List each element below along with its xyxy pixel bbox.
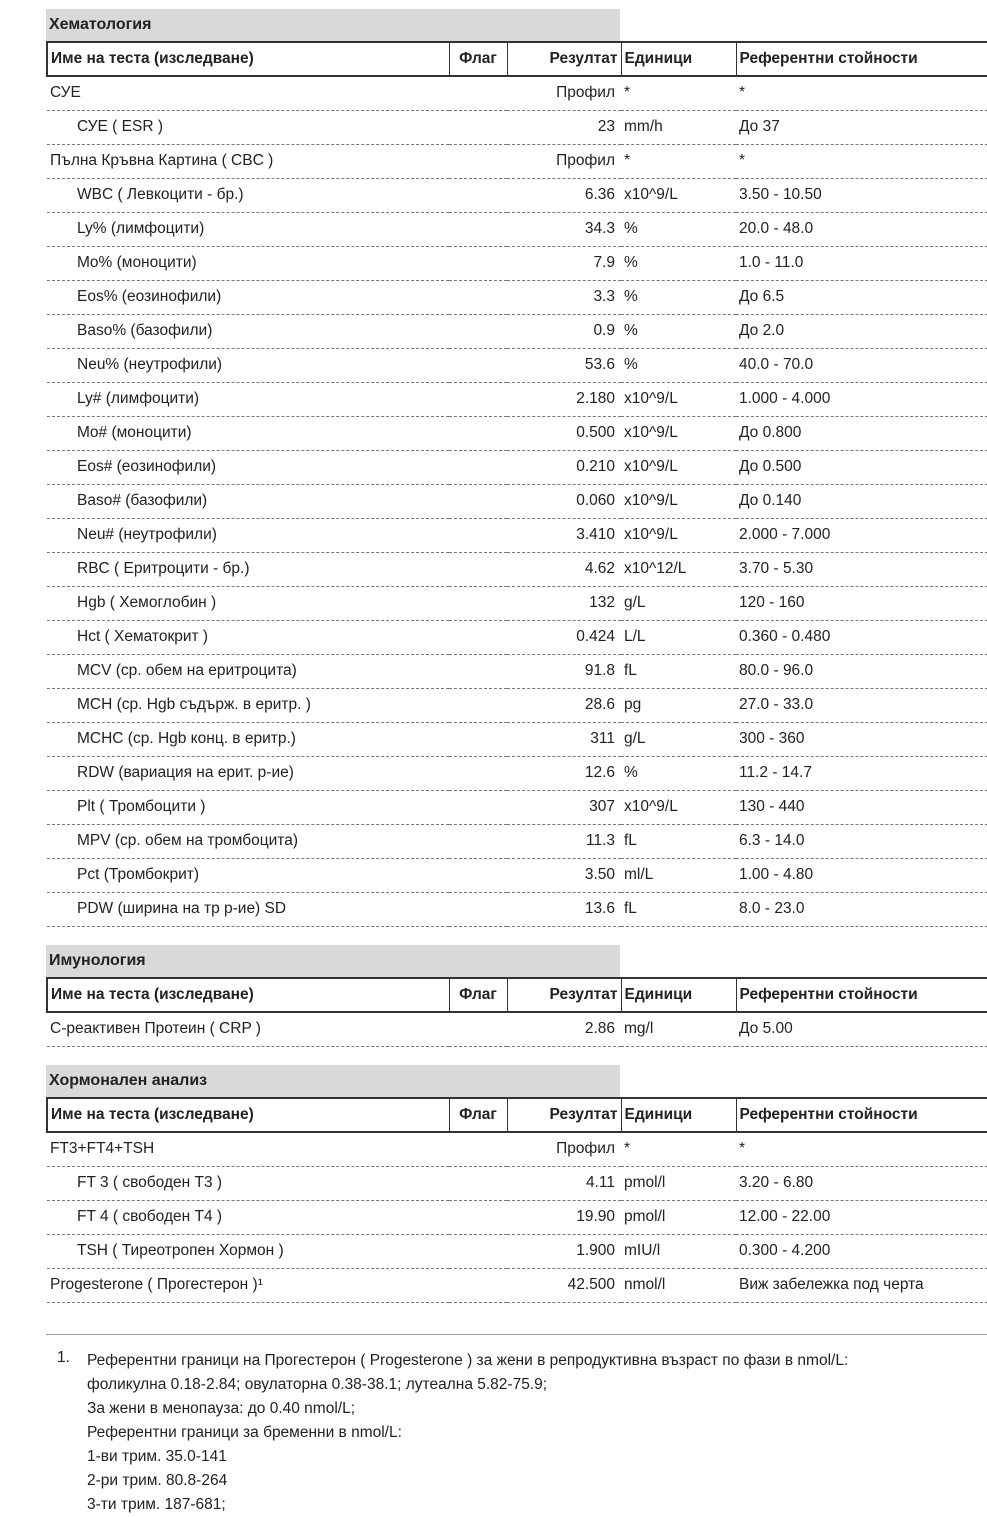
- reference-cell: 3.50 - 10.50: [736, 178, 987, 212]
- units-cell: g/L: [621, 722, 736, 756]
- reference-cell: 12.00 - 22.00: [736, 1200, 987, 1234]
- flag-cell: [449, 892, 507, 926]
- result-cell: 23: [507, 110, 621, 144]
- reference-cell: 20.0 - 48.0: [736, 212, 987, 246]
- result-cell: 42.500: [507, 1268, 621, 1302]
- table-row: [47, 654, 987, 688]
- header-units: Единици: [621, 978, 736, 1012]
- reference-cell: *: [736, 144, 987, 178]
- test-name: TSH ( Тиреотропен Хормон ): [47, 1234, 449, 1268]
- test-name: Eos# (еозинофили): [47, 450, 449, 484]
- flag-cell: [449, 110, 507, 144]
- header-units: Единици: [621, 42, 736, 76]
- units-cell: nmol/l: [621, 1268, 736, 1302]
- footnote-line: фоликулна 0.18-2.84; овулаторна 0.38-38.1; лутеална 5.82-75.9;: [87, 1376, 548, 1393]
- table-row: [47, 824, 987, 858]
- reference-cell: 0.300 - 4.200: [736, 1234, 987, 1268]
- table-row: [47, 790, 987, 824]
- units-cell: %: [621, 280, 736, 314]
- units-cell: x10^9/L: [621, 518, 736, 552]
- table-row: [47, 552, 987, 586]
- units-cell: *: [621, 1132, 736, 1166]
- flag-cell: [449, 212, 507, 246]
- test-name: Pct (Тромбокрит): [47, 858, 449, 892]
- footnote-line: 2-ри трим. 80.8-264: [87, 1472, 228, 1489]
- units-cell: *: [621, 144, 736, 178]
- footnote-line: 1-ви трим. 35.0-141: [87, 1448, 227, 1465]
- results-table: [46, 41, 987, 927]
- test-name: MCHC (ср. Hgb конц. в еритр.): [47, 722, 449, 756]
- reference-cell: 1.0 - 11.0: [736, 246, 987, 280]
- flag-cell: [449, 416, 507, 450]
- flag-cell: [449, 518, 507, 552]
- result-cell: 11.3: [507, 824, 621, 858]
- flag-cell: [449, 1200, 507, 1234]
- header-result: Резултат: [507, 1098, 621, 1132]
- test-name: C-реактивен Протеин ( CRP ): [47, 1012, 449, 1046]
- test-name: Eos% (еозинофили): [47, 280, 449, 314]
- units-cell: %: [621, 756, 736, 790]
- flag-cell: [449, 144, 507, 178]
- units-cell: %: [621, 212, 736, 246]
- section-1: [46, 945, 987, 1047]
- result-cell: 13.6: [507, 892, 621, 926]
- flag-cell: [449, 688, 507, 722]
- reference-cell: До 0.800: [736, 416, 987, 450]
- flag-cell: [449, 790, 507, 824]
- units-cell: x10^9/L: [621, 382, 736, 416]
- result-cell: 6.36: [507, 178, 621, 212]
- results-table: [46, 977, 987, 1047]
- flag-cell: [449, 586, 507, 620]
- section-title: Хематология: [46, 9, 620, 41]
- test-name: Ly% (лимфоцити): [47, 212, 449, 246]
- flag-cell: [449, 450, 507, 484]
- test-name: Neu# (неутрофили): [47, 518, 449, 552]
- reference-cell: 27.0 - 33.0: [736, 688, 987, 722]
- units-cell: %: [621, 246, 736, 280]
- header-result: Резултат: [507, 978, 621, 1012]
- test-name: RBC ( Еритроцити - бр.): [47, 552, 449, 586]
- flag-cell: [449, 178, 507, 212]
- table-row: [47, 1234, 987, 1268]
- test-name: Ly# (лимфоцити): [47, 382, 449, 416]
- units-cell: *: [621, 76, 736, 110]
- flag-cell: [449, 722, 507, 756]
- table-row: [47, 382, 987, 416]
- test-name: СУЕ: [47, 76, 449, 110]
- result-cell: 0.060: [507, 484, 621, 518]
- reference-cell: 1.000 - 4.000: [736, 382, 987, 416]
- units-cell: ml/L: [621, 858, 736, 892]
- results-table: [46, 1097, 987, 1303]
- footnote-lines: [87, 1349, 987, 1517]
- test-name: Neu% (неутрофили): [47, 348, 449, 382]
- units-cell: %: [621, 314, 736, 348]
- units-cell: pmol/l: [621, 1166, 736, 1200]
- reference-cell: До 0.140: [736, 484, 987, 518]
- test-name: Mo% (моноцити): [47, 246, 449, 280]
- table-row: [47, 722, 987, 756]
- test-name: Hgb ( Хемоглобин ): [47, 586, 449, 620]
- units-cell: x10^9/L: [621, 416, 736, 450]
- flag-cell: [449, 620, 507, 654]
- reference-cell: *: [736, 1132, 987, 1166]
- header-name: Име на теста (изследване): [47, 42, 449, 76]
- result-cell: 307: [507, 790, 621, 824]
- header-name: Име на теста (изследване): [47, 1098, 449, 1132]
- test-name: Progesterone ( Прогестерон )¹: [47, 1268, 449, 1302]
- table-header-row: [47, 42, 987, 76]
- table-row: [47, 246, 987, 280]
- section-0: [46, 9, 987, 927]
- section-title: Имунология: [46, 945, 620, 977]
- test-name: MPV (ср. обем на тромбоцита): [47, 824, 449, 858]
- flag-cell: [449, 484, 507, 518]
- result-cell: 7.9: [507, 246, 621, 280]
- units-cell: x10^9/L: [621, 178, 736, 212]
- test-name: FT3+FT4+TSH: [47, 1132, 449, 1166]
- table-row: [47, 620, 987, 654]
- units-cell: fL: [621, 654, 736, 688]
- result-cell: 132: [507, 586, 621, 620]
- table-row: [47, 756, 987, 790]
- result-cell: 1.900: [507, 1234, 621, 1268]
- reference-cell: 6.3 - 14.0: [736, 824, 987, 858]
- reference-cell: До 6.5: [736, 280, 987, 314]
- result-cell: 34.3: [507, 212, 621, 246]
- header-flag: Флаг: [449, 1098, 507, 1132]
- section-title: Хормонален анализ: [46, 1065, 620, 1097]
- header-reference: Референтни стойности: [736, 1098, 987, 1132]
- result-cell: 0.424: [507, 620, 621, 654]
- table-row: [47, 348, 987, 382]
- flag-cell: [449, 756, 507, 790]
- table-row: [47, 1012, 987, 1046]
- flag-cell: [449, 858, 507, 892]
- table-header-row: [47, 978, 987, 1012]
- table-row: [47, 586, 987, 620]
- flag-cell: [449, 246, 507, 280]
- table-row: [47, 110, 987, 144]
- units-cell: x10^9/L: [621, 790, 736, 824]
- header-reference: Референтни стойности: [736, 978, 987, 1012]
- test-name: Hct ( Хематокрит ): [47, 620, 449, 654]
- units-cell: mIU/l: [621, 1234, 736, 1268]
- table-row: [47, 178, 987, 212]
- flag-cell: [449, 1268, 507, 1302]
- footnote-body: [46, 1349, 987, 1517]
- reference-cell: 3.20 - 6.80: [736, 1166, 987, 1200]
- flag-cell: [449, 348, 507, 382]
- result-cell: 19.90: [507, 1200, 621, 1234]
- test-name: PDW (ширина на тр р-ие) SD: [47, 892, 449, 926]
- units-cell: %: [621, 348, 736, 382]
- flag-cell: [449, 654, 507, 688]
- result-cell: 0.500: [507, 416, 621, 450]
- test-name: RDW (вариация на ерит. р-ие): [47, 756, 449, 790]
- table-row: [47, 1268, 987, 1302]
- table-row: [47, 1166, 987, 1200]
- footnote: [46, 1334, 987, 1517]
- result-cell: 3.50: [507, 858, 621, 892]
- units-cell: mm/h: [621, 110, 736, 144]
- table-row: [47, 416, 987, 450]
- result-cell: 3.410: [507, 518, 621, 552]
- units-cell: pmol/l: [621, 1200, 736, 1234]
- flag-cell: [449, 552, 507, 586]
- table-row: [47, 1132, 987, 1166]
- flag-cell: [449, 1012, 507, 1046]
- reference-cell: 8.0 - 23.0: [736, 892, 987, 926]
- test-name: MCH (ср. Hgb съдърж. в еритр. ): [47, 688, 449, 722]
- test-name: Baso% (базофили): [47, 314, 449, 348]
- table-row: [47, 450, 987, 484]
- footnote-line: Референтни граници на Прогестерон ( Progesterone ) за жени в репродуктивна възраст по фази в nmol/L:: [87, 1352, 849, 1369]
- footnote-line: 3-ти трим. 187-681;: [87, 1496, 226, 1513]
- flag-cell: [449, 382, 507, 416]
- result-cell: Профил: [507, 76, 621, 110]
- test-name: Пълна Кръвна Картина ( CBC ): [47, 144, 449, 178]
- header-flag: Флаг: [449, 42, 507, 76]
- table-row: [47, 280, 987, 314]
- units-cell: x10^9/L: [621, 484, 736, 518]
- test-name: СУЕ ( ESR ): [47, 110, 449, 144]
- header-flag: Флаг: [449, 978, 507, 1012]
- result-cell: 28.6: [507, 688, 621, 722]
- units-cell: x10^9/L: [621, 450, 736, 484]
- table-row: [47, 314, 987, 348]
- result-cell: 0.210: [507, 450, 621, 484]
- table-row: [47, 144, 987, 178]
- result-cell: 53.6: [507, 348, 621, 382]
- header-name: Име на теста (изследване): [47, 978, 449, 1012]
- flag-cell: [449, 1132, 507, 1166]
- result-cell: 4.62: [507, 552, 621, 586]
- result-cell: Профил: [507, 144, 621, 178]
- result-cell: 2.86: [507, 1012, 621, 1046]
- flag-cell: [449, 824, 507, 858]
- footnote-line: Референтни граници за бременни в nmol/L:: [87, 1424, 402, 1441]
- table-row: [47, 484, 987, 518]
- test-name: Plt ( Тромбоцити ): [47, 790, 449, 824]
- reference-cell: Виж забележка под черта: [736, 1268, 987, 1302]
- result-cell: 0.9: [507, 314, 621, 348]
- test-name: FT 4 ( свободен Т4 ): [47, 1200, 449, 1234]
- reference-cell: 11.2 - 14.7: [736, 756, 987, 790]
- test-name: FT 3 ( свободен Т3 ): [47, 1166, 449, 1200]
- table-row: [47, 688, 987, 722]
- result-cell: 3.3: [507, 280, 621, 314]
- units-cell: fL: [621, 824, 736, 858]
- header-units: Единици: [621, 1098, 736, 1132]
- flag-cell: [449, 1166, 507, 1200]
- units-cell: pg: [621, 688, 736, 722]
- table-row: [47, 76, 987, 110]
- section-2: [46, 1065, 987, 1303]
- reference-cell: 130 - 440: [736, 790, 987, 824]
- table-row: [47, 518, 987, 552]
- table-header-row: [47, 1098, 987, 1132]
- result-cell: 91.8: [507, 654, 621, 688]
- test-name: MCV (ср. обем на еритроцита): [47, 654, 449, 688]
- table-row: [47, 212, 987, 246]
- test-name: WBC ( Левкоцити - бр.): [47, 178, 449, 212]
- flag-cell: [449, 76, 507, 110]
- reference-cell: 120 - 160: [736, 586, 987, 620]
- table-row: [47, 858, 987, 892]
- table-row: [47, 1200, 987, 1234]
- reference-cell: 300 - 360: [736, 722, 987, 756]
- reference-cell: До 5.00: [736, 1012, 987, 1046]
- test-name: Mo# (моноцити): [47, 416, 449, 450]
- reference-cell: До 37: [736, 110, 987, 144]
- flag-cell: [449, 280, 507, 314]
- table-row: [47, 892, 987, 926]
- reference-cell: До 2.0: [736, 314, 987, 348]
- test-name: Baso# (базофили): [47, 484, 449, 518]
- units-cell: x10^12/L: [621, 552, 736, 586]
- header-reference: Референтни стойности: [736, 42, 987, 76]
- footnote-number: 1.: [57, 1349, 70, 1366]
- result-cell: 12.6: [507, 756, 621, 790]
- result-cell: 4.11: [507, 1166, 621, 1200]
- reference-cell: 40.0 - 70.0: [736, 348, 987, 382]
- units-cell: g/L: [621, 586, 736, 620]
- units-cell: fL: [621, 892, 736, 926]
- reference-cell: *: [736, 76, 987, 110]
- footnote-line: За жени в менопауза: до 0.40 nmol/L;: [87, 1400, 356, 1417]
- reference-cell: 2.000 - 7.000: [736, 518, 987, 552]
- result-cell: 311: [507, 722, 621, 756]
- header-result: Резултат: [507, 42, 621, 76]
- result-cell: Профил: [507, 1132, 621, 1166]
- reference-cell: 3.70 - 5.30: [736, 552, 987, 586]
- flag-cell: [449, 314, 507, 348]
- units-cell: L/L: [621, 620, 736, 654]
- reference-cell: 1.00 - 4.80: [736, 858, 987, 892]
- reference-cell: 80.0 - 96.0: [736, 654, 987, 688]
- reference-cell: 0.360 - 0.480: [736, 620, 987, 654]
- result-cell: 2.180: [507, 382, 621, 416]
- units-cell: mg/l: [621, 1012, 736, 1046]
- flag-cell: [449, 1234, 507, 1268]
- reference-cell: До 0.500: [736, 450, 987, 484]
